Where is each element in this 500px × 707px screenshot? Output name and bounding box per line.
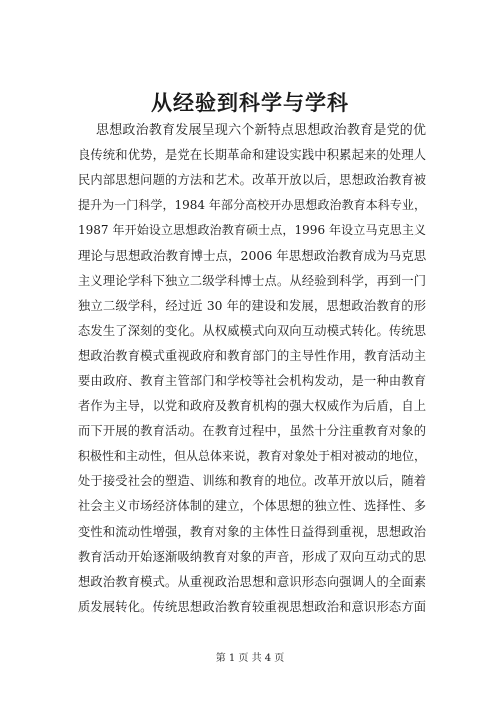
- text-line: 想政治教育模式。从重视政治思想和意识形态向强调人的全面素: [78, 574, 426, 589]
- text-line: 变性和流动性增强，教育对象的主体性日益得到重视，思想政治: [78, 524, 426, 539]
- text-line: 处于接受社会的塑造、训练和教育的地位。改革开放以后，随着: [78, 474, 426, 489]
- page-footer: 第 1 页 共 4 页: [215, 653, 285, 664]
- text-line: 民内部思想问题的方法和艺术。改革开放以后，思想政治教育被: [78, 173, 426, 188]
- text-line: 思想政治教育发展呈现六个新特点思想政治教育是党的优: [96, 123, 426, 138]
- text-line: 质发展转化。传统思想政治教育较重视思想政治和意识形态方面: [78, 599, 426, 614]
- text-line: 态发生了深刻的变化。从权威模式向双向互动模式转化。传统思: [78, 323, 426, 338]
- document-title: 从经验到科学与学科: [151, 90, 349, 115]
- text-line: 教育活动开始逐渐吸纳教育对象的声音，形成了双向互动式的思: [78, 549, 426, 564]
- text-line: 1987 年开始设立思想政治教育硕士点，1996 年设立马克思主义: [78, 223, 426, 238]
- text-line: 积极性和主动性，但从总体来说，教育对象处于相对被动的地位，: [78, 449, 427, 464]
- text-line: 提升为一门科学，1984 年部分高校开办思想政治教育本科专业，: [78, 198, 426, 213]
- text-line: 主义理论学科下独立二级学科博士点。从经验到科学，再到一门: [78, 273, 426, 288]
- text-line: 独立二级学科，经过近 30 年的建设和发展，思想政治教育的形: [78, 298, 426, 313]
- text-line: 理论与思想政治教育博士点，2006 年思想政治教育成为马克思: [78, 248, 427, 264]
- text-line: 而下开展的教育活动。在教育过程中，虽然十分注重教育对象的: [78, 424, 426, 439]
- body-text: [78, 118, 426, 620]
- text-line: 想政治教育模式重视政府和教育部门的主导性作用，教育活动主: [78, 348, 426, 363]
- text-line: 良传统和优势，是党在长期革命和建设实践中积累起来的处理人: [78, 148, 426, 163]
- text-line: 要由政府、教育主管部门和学校等社会机构发动，是一种由教育: [78, 373, 426, 388]
- text-line: 社会主义市场经济体制的建立，个体思想的独立性、选择性、多: [78, 499, 426, 514]
- text-line: 者作为主导，以党和政府及教育机构的强大权威作为后盾，自上: [78, 399, 426, 414]
